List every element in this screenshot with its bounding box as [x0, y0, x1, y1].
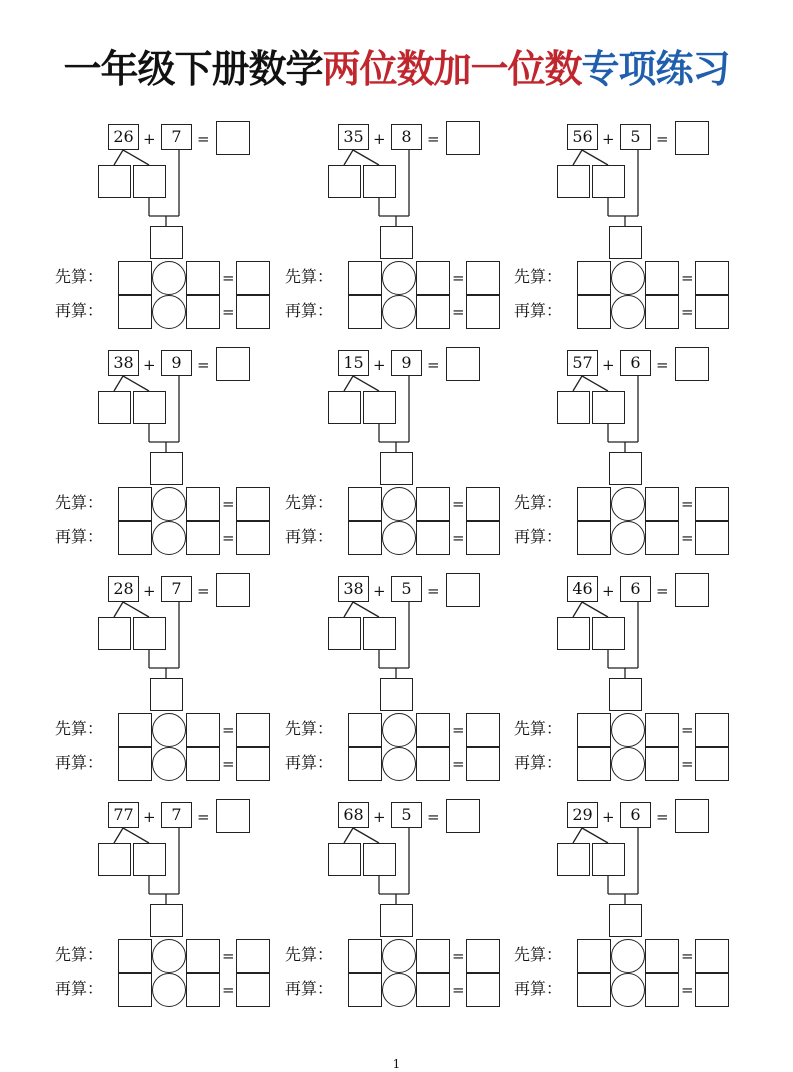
- second-step-equals-sign: =: [452, 303, 465, 321]
- connector-line: [353, 828, 379, 843]
- first-step-result-box[interactable]: [466, 487, 500, 521]
- addend-ones-box: 7: [161, 802, 192, 828]
- problem-card: [55, 344, 280, 556]
- first-step-label: 先算：: [285, 267, 334, 286]
- second-step-label: 再算：: [55, 527, 104, 546]
- addend-tens-box: 57: [567, 350, 598, 376]
- second-step-operand-box[interactable]: [577, 295, 611, 329]
- second-step-operator-circle[interactable]: [611, 973, 645, 1007]
- second-step-label: 再算：: [514, 753, 563, 772]
- second-step-label: 再算：: [285, 527, 334, 546]
- first-step-operator-circle[interactable]: [611, 939, 645, 973]
- second-step-operator-circle[interactable]: [382, 747, 416, 781]
- first-step-operator-circle[interactable]: [152, 261, 186, 295]
- equals-sign: =: [197, 356, 210, 374]
- plus-sign: +: [373, 130, 386, 148]
- connector-line: [114, 602, 123, 617]
- plus-sign: +: [373, 582, 386, 600]
- first-step-operand-box-2[interactable]: [416, 487, 450, 521]
- first-step-label: 先算：: [285, 493, 334, 512]
- problem-card: [285, 796, 510, 1008]
- second-step-result-box[interactable]: [695, 747, 729, 781]
- first-step-label: 先算：: [514, 267, 563, 286]
- second-step-result-box[interactable]: [466, 747, 500, 781]
- second-step-operand-box[interactable]: [118, 973, 152, 1007]
- second-step-operand-box[interactable]: [118, 295, 152, 329]
- connector-line: [344, 828, 353, 843]
- plus-sign: +: [602, 130, 615, 148]
- addend-ones-box: 6: [620, 350, 651, 376]
- second-step-label: 再算：: [55, 753, 104, 772]
- first-step-result-box[interactable]: [466, 713, 500, 747]
- title-part-topic: 两位数加一位数: [322, 47, 582, 91]
- addend-tens-box: 29: [567, 802, 598, 828]
- second-step-result-box[interactable]: [695, 521, 729, 555]
- first-step-operand-box-2[interactable]: [186, 487, 220, 521]
- problem-card: [55, 796, 280, 1008]
- first-step-operand-box[interactable]: [118, 713, 152, 747]
- first-step-operand-box[interactable]: [577, 713, 611, 747]
- first-step-equals-sign: =: [222, 947, 235, 965]
- connector-line: [123, 150, 149, 165]
- plus-sign: +: [602, 582, 615, 600]
- first-step-result-box[interactable]: [695, 713, 729, 747]
- connector-line: [353, 602, 379, 617]
- first-step-operand-box[interactable]: [118, 261, 152, 295]
- first-step-equals-sign: =: [452, 947, 465, 965]
- second-step-operator-circle[interactable]: [152, 521, 186, 555]
- problem-card: [514, 118, 739, 330]
- connector-line: [582, 828, 608, 843]
- connector-line: [123, 828, 149, 843]
- first-step-operator-circle[interactable]: [382, 487, 416, 521]
- second-step-operand-box[interactable]: [348, 521, 382, 555]
- first-step-operand-box-2[interactable]: [645, 713, 679, 747]
- first-step-operator-circle[interactable]: [382, 713, 416, 747]
- first-step-result-box[interactable]: [236, 939, 270, 973]
- equals-sign: =: [656, 582, 669, 600]
- first-step-label: 先算：: [514, 719, 563, 738]
- addend-tens-box: 26: [108, 124, 139, 150]
- plus-sign: +: [373, 808, 386, 826]
- plus-sign: +: [143, 582, 156, 600]
- second-step-operator-circle[interactable]: [152, 295, 186, 329]
- equals-sign: =: [427, 130, 440, 148]
- connector-line: [114, 150, 123, 165]
- plus-sign: +: [602, 356, 615, 374]
- title-part-practice: 专项练习: [581, 47, 730, 91]
- problem-card: [285, 570, 510, 782]
- second-step-operand-box-2[interactable]: [645, 521, 679, 555]
- first-step-operator-circle[interactable]: [611, 487, 645, 521]
- second-step-label: 再算：: [514, 527, 563, 546]
- second-step-operand-box[interactable]: [348, 295, 382, 329]
- problem-card: [55, 118, 280, 330]
- connector-line: [344, 376, 353, 391]
- first-step-operand-box[interactable]: [348, 713, 382, 747]
- equals-sign: =: [197, 130, 210, 148]
- first-step-operator-circle[interactable]: [382, 939, 416, 973]
- second-step-operand-box-2[interactable]: [645, 747, 679, 781]
- second-step-equals-sign: =: [681, 755, 694, 773]
- addend-ones-box: 9: [391, 350, 422, 376]
- first-step-operand-box[interactable]: [348, 487, 382, 521]
- second-step-equals-sign: =: [222, 303, 235, 321]
- first-step-operand-box-2[interactable]: [416, 261, 450, 295]
- first-step-label: 先算：: [55, 945, 104, 964]
- first-step-operand-box-2[interactable]: [416, 713, 450, 747]
- second-step-operator-circle[interactable]: [611, 295, 645, 329]
- second-step-equals-sign: =: [222, 529, 235, 547]
- second-step-equals-sign: =: [452, 755, 465, 773]
- equals-sign: =: [427, 356, 440, 374]
- connector-line: [573, 602, 582, 617]
- first-step-label: 先算：: [55, 719, 104, 738]
- second-step-equals-sign: =: [452, 529, 465, 547]
- first-step-operand-box-2[interactable]: [186, 261, 220, 295]
- addend-tens-box: 77: [108, 802, 139, 828]
- second-step-result-box[interactable]: [236, 973, 270, 1007]
- first-step-operator-circle[interactable]: [152, 713, 186, 747]
- title-part-grade: 一年级下册数学: [63, 47, 323, 91]
- second-step-operand-box[interactable]: [118, 521, 152, 555]
- second-step-result-box[interactable]: [695, 295, 729, 329]
- addend-tens-box: 15: [338, 350, 369, 376]
- addend-ones-box: 6: [620, 802, 651, 828]
- first-step-operator-circle[interactable]: [152, 487, 186, 521]
- page-title: [0, 47, 793, 91]
- second-step-result-box[interactable]: [695, 973, 729, 1007]
- second-step-result-box[interactable]: [236, 521, 270, 555]
- equals-sign: =: [656, 130, 669, 148]
- second-step-operator-circle[interactable]: [382, 521, 416, 555]
- equals-sign: =: [427, 808, 440, 826]
- second-step-operand-box-2[interactable]: [186, 295, 220, 329]
- connector-line: [582, 376, 608, 391]
- second-step-operator-circle[interactable]: [152, 973, 186, 1007]
- connector-line: [114, 376, 123, 391]
- second-step-operand-box-2[interactable]: [645, 295, 679, 329]
- connector-line: [344, 602, 353, 617]
- first-step-label: 先算：: [514, 945, 563, 964]
- plus-sign: +: [602, 808, 615, 826]
- first-step-equals-sign: =: [452, 495, 465, 513]
- second-step-equals-sign: =: [681, 529, 694, 547]
- connector-line: [344, 150, 353, 165]
- first-step-result-box[interactable]: [466, 261, 500, 295]
- connector-line: [582, 150, 608, 165]
- second-step-operand-box-2[interactable]: [186, 521, 220, 555]
- first-step-equals-sign: =: [681, 495, 694, 513]
- first-step-operand-box[interactable]: [577, 487, 611, 521]
- addend-tens-box: 38: [108, 350, 139, 376]
- addend-ones-box: 6: [620, 576, 651, 602]
- second-step-label: 再算：: [514, 979, 563, 998]
- first-step-result-box[interactable]: [695, 487, 729, 521]
- second-step-operator-circle[interactable]: [611, 747, 645, 781]
- plus-sign: +: [143, 808, 156, 826]
- connector-line: [573, 828, 582, 843]
- first-step-operand-box-2[interactable]: [645, 939, 679, 973]
- connector-line: [123, 602, 149, 617]
- equals-sign: =: [656, 356, 669, 374]
- first-step-operand-box-2[interactable]: [645, 261, 679, 295]
- equals-sign: =: [197, 808, 210, 826]
- problem-card: [514, 570, 739, 782]
- addend-tens-box: 38: [338, 576, 369, 602]
- first-step-label: 先算：: [55, 267, 104, 286]
- first-step-label: 先算：: [55, 493, 104, 512]
- problem-card: [285, 118, 510, 330]
- first-step-label: 先算：: [514, 493, 563, 512]
- first-step-result-box[interactable]: [236, 713, 270, 747]
- second-step-result-box[interactable]: [466, 295, 500, 329]
- first-step-equals-sign: =: [222, 721, 235, 739]
- second-step-operator-circle[interactable]: [382, 973, 416, 1007]
- first-step-result-box[interactable]: [466, 939, 500, 973]
- first-step-operand-box[interactable]: [118, 939, 152, 973]
- page-number: 1: [392, 1057, 401, 1071]
- first-step-label: 先算：: [285, 719, 334, 738]
- addend-ones-box: 7: [161, 124, 192, 150]
- second-step-label: 再算：: [55, 301, 104, 320]
- second-step-result-box[interactable]: [466, 973, 500, 1007]
- connector-line: [123, 376, 149, 391]
- first-step-result-box[interactable]: [236, 487, 270, 521]
- first-step-result-box[interactable]: [695, 939, 729, 973]
- second-step-operator-circle[interactable]: [611, 521, 645, 555]
- first-step-operand-box[interactable]: [348, 261, 382, 295]
- second-step-result-box[interactable]: [466, 521, 500, 555]
- second-step-operand-box[interactable]: [577, 521, 611, 555]
- plus-sign: +: [373, 356, 386, 374]
- connector-line: [573, 150, 582, 165]
- addend-tens-box: 68: [338, 802, 369, 828]
- first-step-operator-circle[interactable]: [152, 939, 186, 973]
- first-step-equals-sign: =: [681, 269, 694, 287]
- second-step-result-box[interactable]: [236, 295, 270, 329]
- second-step-operator-circle[interactable]: [382, 295, 416, 329]
- first-step-equals-sign: =: [222, 495, 235, 513]
- second-step-equals-sign: =: [452, 981, 465, 999]
- first-step-operator-circle[interactable]: [611, 713, 645, 747]
- first-step-equals-sign: =: [222, 269, 235, 287]
- first-step-operand-box[interactable]: [348, 939, 382, 973]
- second-step-operand-box-2[interactable]: [186, 747, 220, 781]
- problem-card: [514, 344, 739, 556]
- addend-tens-box: 56: [567, 124, 598, 150]
- equals-sign: =: [656, 808, 669, 826]
- addend-ones-box: 7: [161, 576, 192, 602]
- second-step-label: 再算：: [285, 753, 334, 772]
- connector-line: [114, 828, 123, 843]
- equals-sign: =: [427, 582, 440, 600]
- second-step-equals-sign: =: [222, 755, 235, 773]
- equals-sign: =: [197, 582, 210, 600]
- plus-sign: +: [143, 356, 156, 374]
- first-step-operand-box-2[interactable]: [186, 713, 220, 747]
- addend-tens-box: 28: [108, 576, 139, 602]
- connector-line: [353, 376, 379, 391]
- second-step-operand-box-2[interactable]: [416, 747, 450, 781]
- first-step-operator-circle[interactable]: [611, 261, 645, 295]
- second-step-operand-box[interactable]: [348, 973, 382, 1007]
- second-step-label: 再算：: [55, 979, 104, 998]
- second-step-operand-box[interactable]: [577, 747, 611, 781]
- first-step-equals-sign: =: [452, 721, 465, 739]
- addend-ones-box: 5: [391, 802, 422, 828]
- plus-sign: +: [143, 130, 156, 148]
- first-step-operand-box[interactable]: [577, 261, 611, 295]
- first-step-operand-box-2[interactable]: [186, 939, 220, 973]
- first-step-result-box[interactable]: [236, 261, 270, 295]
- first-step-operator-circle[interactable]: [382, 261, 416, 295]
- addend-tens-box: 46: [567, 576, 598, 602]
- second-step-operand-box-2[interactable]: [416, 521, 450, 555]
- second-step-operand-box[interactable]: [577, 973, 611, 1007]
- second-step-operand-box-2[interactable]: [416, 973, 450, 1007]
- first-step-equals-sign: =: [452, 269, 465, 287]
- second-step-operand-box[interactable]: [348, 747, 382, 781]
- second-step-result-box[interactable]: [236, 747, 270, 781]
- connector-line: [582, 602, 608, 617]
- second-step-label: 再算：: [514, 301, 563, 320]
- connector-line: [353, 150, 379, 165]
- second-step-operand-box-2[interactable]: [416, 295, 450, 329]
- first-step-operand-box-2[interactable]: [645, 487, 679, 521]
- first-step-operand-box[interactable]: [577, 939, 611, 973]
- second-step-label: 再算：: [285, 301, 334, 320]
- second-step-operand-box-2[interactable]: [186, 973, 220, 1007]
- second-step-operand-box-2[interactable]: [645, 973, 679, 1007]
- problem-card: [285, 344, 510, 556]
- problem-card: [514, 796, 739, 1008]
- second-step-equals-sign: =: [681, 303, 694, 321]
- addend-tens-box: 35: [338, 124, 369, 150]
- first-step-result-box[interactable]: [695, 261, 729, 295]
- problem-card: [55, 570, 280, 782]
- second-step-equals-sign: =: [681, 981, 694, 999]
- first-step-label: 先算：: [285, 945, 334, 964]
- first-step-operand-box-2[interactable]: [416, 939, 450, 973]
- second-step-operator-circle[interactable]: [152, 747, 186, 781]
- first-step-equals-sign: =: [681, 721, 694, 739]
- addend-ones-box: 5: [620, 124, 651, 150]
- first-step-equals-sign: =: [681, 947, 694, 965]
- addend-ones-box: 8: [391, 124, 422, 150]
- connector-line: [573, 376, 582, 391]
- addend-ones-box: 9: [161, 350, 192, 376]
- first-step-operand-box[interactable]: [118, 487, 152, 521]
- addend-ones-box: 5: [391, 576, 422, 602]
- second-step-operand-box[interactable]: [118, 747, 152, 781]
- second-step-equals-sign: =: [222, 981, 235, 999]
- second-step-label: 再算：: [285, 979, 334, 998]
